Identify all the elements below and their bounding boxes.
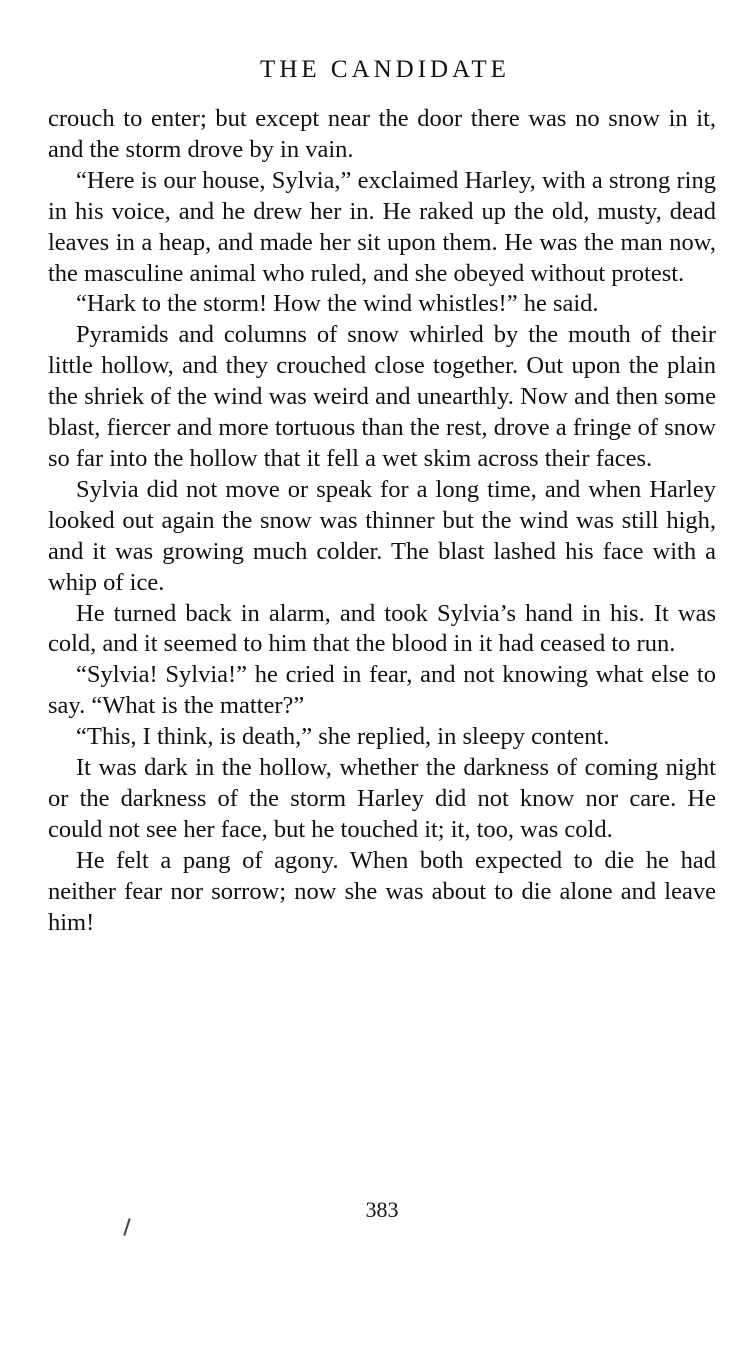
paragraph: “This, I think, is death,” she replied, in sleepy content.: [76, 723, 610, 751]
paragraph: Sylvia did not move or speak for a long time, and when Harley looked out again the snow was thinner but the wind was still high, and it was growing much colder. The blast lashed his face with a whip of ice.: [48, 475, 716, 596]
page-number: 383: [365, 1197, 399, 1222]
running-head-title: THE CANDIDATE: [260, 56, 510, 83]
paragraph: It was dark in the hollow, whether the darkness of coming night or the darkness of the storm Harley did not know nor care. He could not see her face, but he touched it; it, too, was cold.: [48, 754, 716, 843]
paragraph: “Here is our house, Sylvia,” exclaimed Harley, with a strong ring in his voice, and he drew her in. He raked up the old, musty, dead leaves in a heap, and made her sit upon them. He was the man now, the masculine animal who ruled, and she obeyed without protest.: [48, 166, 716, 287]
body-text: [48, 104, 716, 938]
paragraph: “Sylvia! Sylvia!” he cried in fear, and not knowing what else to say. “What is the matter?”: [48, 661, 716, 720]
paragraph: “Hark to the storm! How the wind whistles!” he said.: [76, 290, 599, 318]
book-page: [48, 50, 716, 1222]
paragraph: He felt a pang of agony. When both expected to die he had neither fear nor sorrow; now she was about to die alone and leave him!: [48, 846, 716, 936]
paragraph: crouch to enter; but except near the door there was no snow in it, and the storm drove by in vain.: [48, 105, 716, 163]
paragraph: He turned back in alarm, and took Sylvia’s hand in his. It was cold, and it seemed to him that the blood in it had ceased to run.: [48, 599, 716, 658]
paragraph: Pyramids and columns of snow whirled by the mouth of their little hollow, and they crouched close together. Out upon the plain the shriek of the wind was weird and unearthly. Now and then some blast, fiercer and more tortuous than the rest, drove a fringe of snow so far into the hollow that it fell a wet skim across their faces.: [48, 321, 716, 472]
